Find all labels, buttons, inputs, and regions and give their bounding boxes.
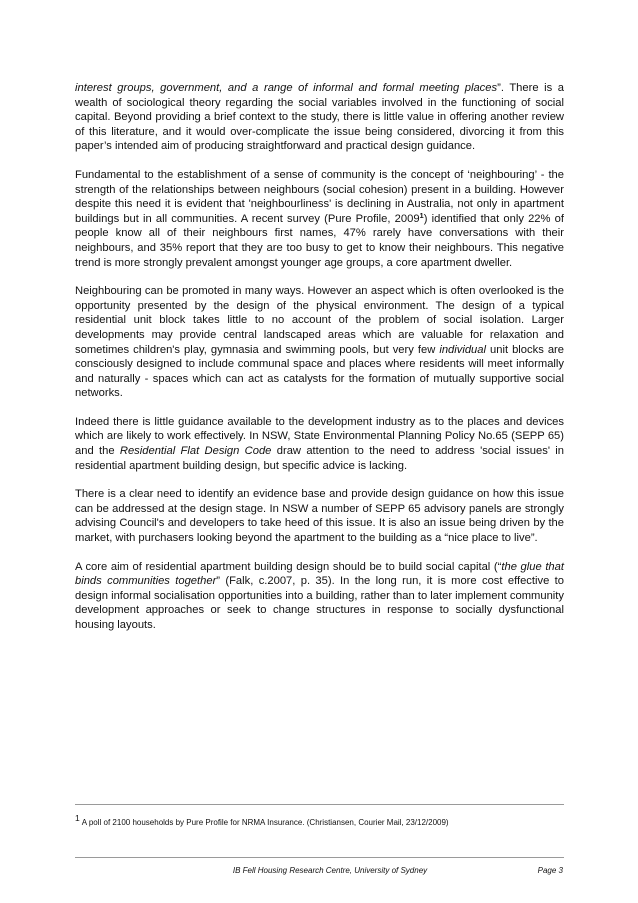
italic-text: the glue that binds communities together [75,560,564,588]
paragraph [75,415,564,473]
italic-text: interest groups, government, and a range of informal and formal meeting places [75,82,498,94]
text-run: There is a clear need to identify an evidence base and provide design guidance on how this issue can be addressed at the design stage. In NSW a number of SEPP 65 advisory panels are strongly advising Council's and developers to take heed of this issue. It is also an issue being driven by the market, with purchasers looking beyond the apartment to the building as a “nice place to live”. [75,488,564,545]
paragraph [75,487,564,545]
footnote-text: A poll of 2100 households by Pure Profile for NRMA Insurance. (Christiansen, Courier Mail, 23/12/2009) [81,818,449,827]
text-run: draw attention to the need to address 'social issues' in residential apartment building design, but specific advice is lacking. [75,445,565,472]
text-run: A core aim of residential apartment building design should be to build social capital (“ [75,560,502,573]
text-run: ”. There is a wealth of sociological theory regarding the social variables involved in the functioning of social capital. Beyond providing a brief context to the study, there is little value in offering another review of this literature, and it would over-complicate the issue being considered, divorcing it from this paper’s intended aim of producing straightforward and practical design guidance. [75,82,565,153]
italic-text: individual [439,343,486,356]
text-run: ) identified that only 22% of people know all of their neighbours first names, 47% rarely have conversations with their neighbours, and 35% report that they are too busy to get to know their neighbours. This negative trend is more strongly prevalent amongst younger age groups, a core apartment dweller. [75,212,564,269]
footnote [75,813,564,828]
page-number: Page 3 [537,866,563,875]
footer-divider [75,857,564,858]
paragraph [75,284,564,401]
footnote-marker: 1 [75,813,80,823]
body-text [75,81,564,647]
footnote-divider [75,804,564,805]
text-run: Indeed there is little guidance available to the development industry as to the places and devices which are likely to work effectively. In NSW, State Environmental Planning Policy No.65 (SEPP 65) and the [75,415,564,458]
paragraph [75,81,564,154]
footer-institution: IB Fell Housing Research Centre, University of Sydney [232,866,428,875]
text-run: unit blocks are consciously designed to include communal space and places where residents will meet informally and naturally - spaces which can act as catalysts for the formation of mutually supportive social networks. [75,343,564,400]
text-run: ” (Falk, c.2007, p. 35). In the long run, it is more cost effective to design informal socialisation opportunities into a building, rather than to later implement community development approaches or seek to change structures in response to socially dysfunctional housing layouts. [75,575,564,631]
italic-text: Residential Flat Design Code [119,445,272,458]
text-run: Fundamental to the establishment of a sense of community is the concept of ‘neighbouring’ - the strength of the relationships between neighbours (social cohesion) present in a building. However despite this need it is evident that 'neighbourliness' is declining in Australia, not only in apartment buildings but in all communities. A recent survey (Pure Profile, 2009 [75,168,564,225]
text-run: Neighbouring can be promoted in many ways. However an aspect which is often overlooked is the opportunity presented by the design of the physical environment. The design of a typical residential unit block takes little to no account of the problem of social isolation. Larger developments may provide central landscaped areas which are valuable for relaxation and sometimes children's play, gymnasia and swimming pools, but very few [75,285,564,356]
paragraph [75,560,564,633]
footnote-reference: 1 [419,210,424,220]
paragraph [75,168,564,270]
